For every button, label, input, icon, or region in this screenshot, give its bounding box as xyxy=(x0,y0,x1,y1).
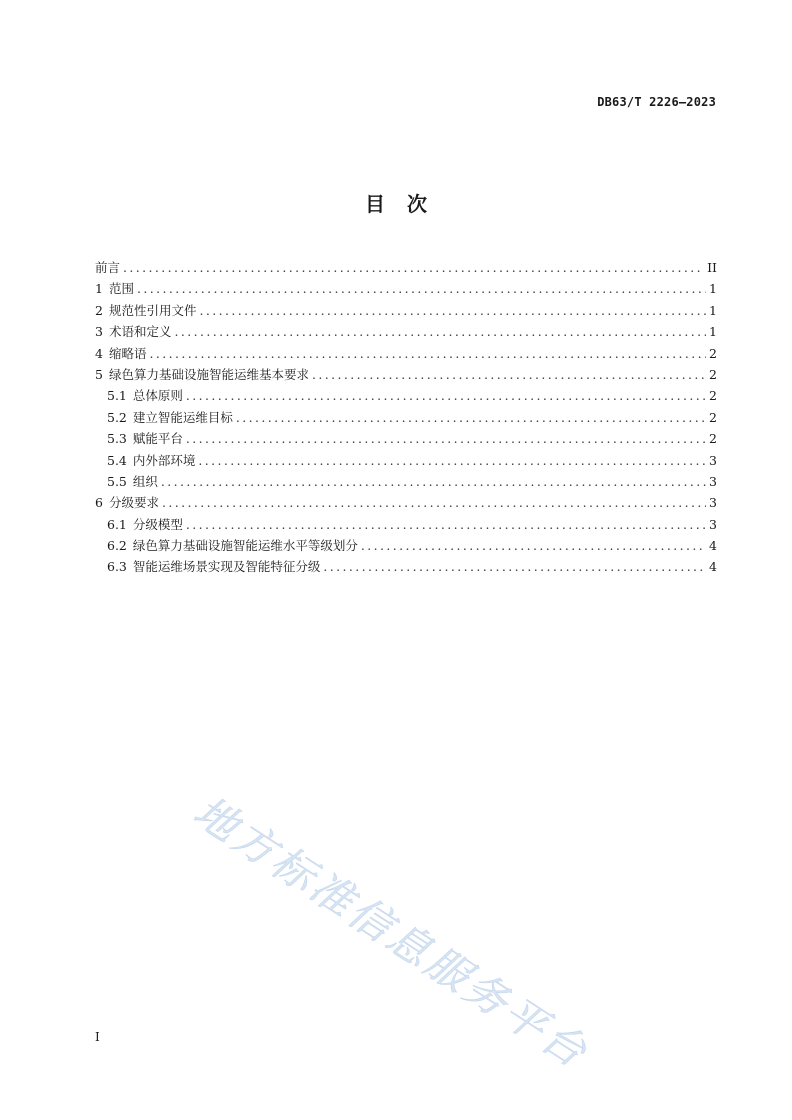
toc-entry-number: 5.5 xyxy=(107,473,127,489)
toc-entry[interactable] xyxy=(95,514,717,535)
toc-entry-page: 3 xyxy=(709,473,717,489)
watermark: 地方标准信息服务平台 xyxy=(185,786,598,1079)
toc-entry-page: 1 xyxy=(709,302,717,318)
toc-entry[interactable] xyxy=(95,321,717,342)
toc-entry-number: 5.2 xyxy=(107,409,127,425)
toc-entry-page: II xyxy=(707,260,717,275)
toc-entry[interactable] xyxy=(95,343,717,364)
toc-entry-page: 2 xyxy=(709,345,717,361)
toc-dot-leader xyxy=(199,300,706,321)
toc-entry-number: 4 xyxy=(95,345,103,361)
toc-entry-title: 建立智能运维目标 xyxy=(132,409,233,425)
toc-entry-title: 绿色算力基础设施智能运维水平等级划分 xyxy=(132,538,358,554)
toc-entry-title: 分级要求 xyxy=(108,495,159,511)
toc-entry-number: 6.1 xyxy=(107,516,127,532)
toc-entry-number: 2 xyxy=(95,302,103,318)
toc-entry-page: 1 xyxy=(709,324,717,340)
toc-entry[interactable] xyxy=(95,300,717,321)
toc-title: 目次 xyxy=(365,192,449,216)
toc-entry-title: 总体原则 xyxy=(132,388,183,404)
toc-entry-title: 前言 xyxy=(95,260,121,275)
toc-dot-leader xyxy=(137,278,706,299)
toc-entry[interactable] xyxy=(95,471,717,492)
toc-entry-number: 6.3 xyxy=(107,559,127,575)
toc-entry-title: 分级模型 xyxy=(132,516,183,532)
toc-entry-page: 4 xyxy=(709,559,717,575)
document-code: DB63/T 2226—2023 xyxy=(597,95,716,109)
toc-entry-title: 缩略语 xyxy=(108,345,147,361)
toc-dot-leader xyxy=(361,535,706,556)
toc-entry-number: 5.3 xyxy=(107,431,127,447)
table-of-contents xyxy=(95,257,717,578)
toc-entry[interactable] xyxy=(95,278,717,299)
toc-entry[interactable] xyxy=(95,364,717,385)
toc-entry[interactable] xyxy=(95,450,717,471)
toc-entry[interactable] xyxy=(95,492,717,513)
toc-entry-page: 2 xyxy=(709,409,717,425)
toc-dot-leader xyxy=(323,556,706,577)
toc-dot-leader xyxy=(149,343,706,364)
toc-entry-title: 组织 xyxy=(132,473,158,489)
page-number: I xyxy=(95,1030,100,1044)
toc-entry[interactable] xyxy=(95,428,717,449)
toc-dot-leader xyxy=(312,364,706,385)
toc-dot-leader xyxy=(198,450,706,471)
toc-dot-leader xyxy=(186,428,706,449)
toc-entry-number: 5.4 xyxy=(107,452,127,468)
toc-entry[interactable] xyxy=(95,257,717,278)
toc-entry[interactable] xyxy=(95,535,717,556)
toc-dot-leader xyxy=(161,471,706,492)
toc-entry-number: 3 xyxy=(95,324,103,340)
toc-dot-leader xyxy=(123,257,704,278)
toc-entry-page: 3 xyxy=(709,452,717,468)
toc-dot-leader xyxy=(162,492,706,513)
toc-dot-leader xyxy=(174,321,706,342)
toc-entry-page: 2 xyxy=(709,431,717,447)
toc-entry[interactable] xyxy=(95,385,717,406)
toc-entry-number: 1 xyxy=(95,281,103,297)
toc-entry-page: 2 xyxy=(709,366,717,382)
toc-entry-page: 3 xyxy=(709,495,717,511)
toc-entry-title: 赋能平台 xyxy=(132,431,183,447)
toc-dot-leader xyxy=(186,514,706,535)
toc-entry-number: 5.1 xyxy=(107,388,127,404)
toc-entry-title: 智能运维场景实现及智能特征分级 xyxy=(132,559,321,575)
toc-dot-leader xyxy=(186,385,706,406)
toc-entry[interactable] xyxy=(95,407,717,428)
toc-entry-page: 1 xyxy=(709,281,717,297)
toc-entry-number: 5 xyxy=(95,366,103,382)
toc-entry-title: 范围 xyxy=(108,281,134,297)
toc-entry-title: 术语和定义 xyxy=(108,324,172,340)
toc-dot-leader xyxy=(236,407,706,428)
toc-entry-title: 绿色算力基础设施智能运维基本要求 xyxy=(108,366,309,382)
toc-entry-page: 2 xyxy=(709,388,717,404)
toc-entry-title: 规范性引用文件 xyxy=(108,302,197,318)
toc-entry-number: 6 xyxy=(95,495,103,511)
toc-entry-page: 3 xyxy=(709,516,717,532)
toc-entry[interactable] xyxy=(95,556,717,577)
toc-entry-number: 6.2 xyxy=(107,538,127,554)
toc-entry-title: 内外部环境 xyxy=(132,452,196,468)
toc-entry-page: 4 xyxy=(709,538,717,554)
